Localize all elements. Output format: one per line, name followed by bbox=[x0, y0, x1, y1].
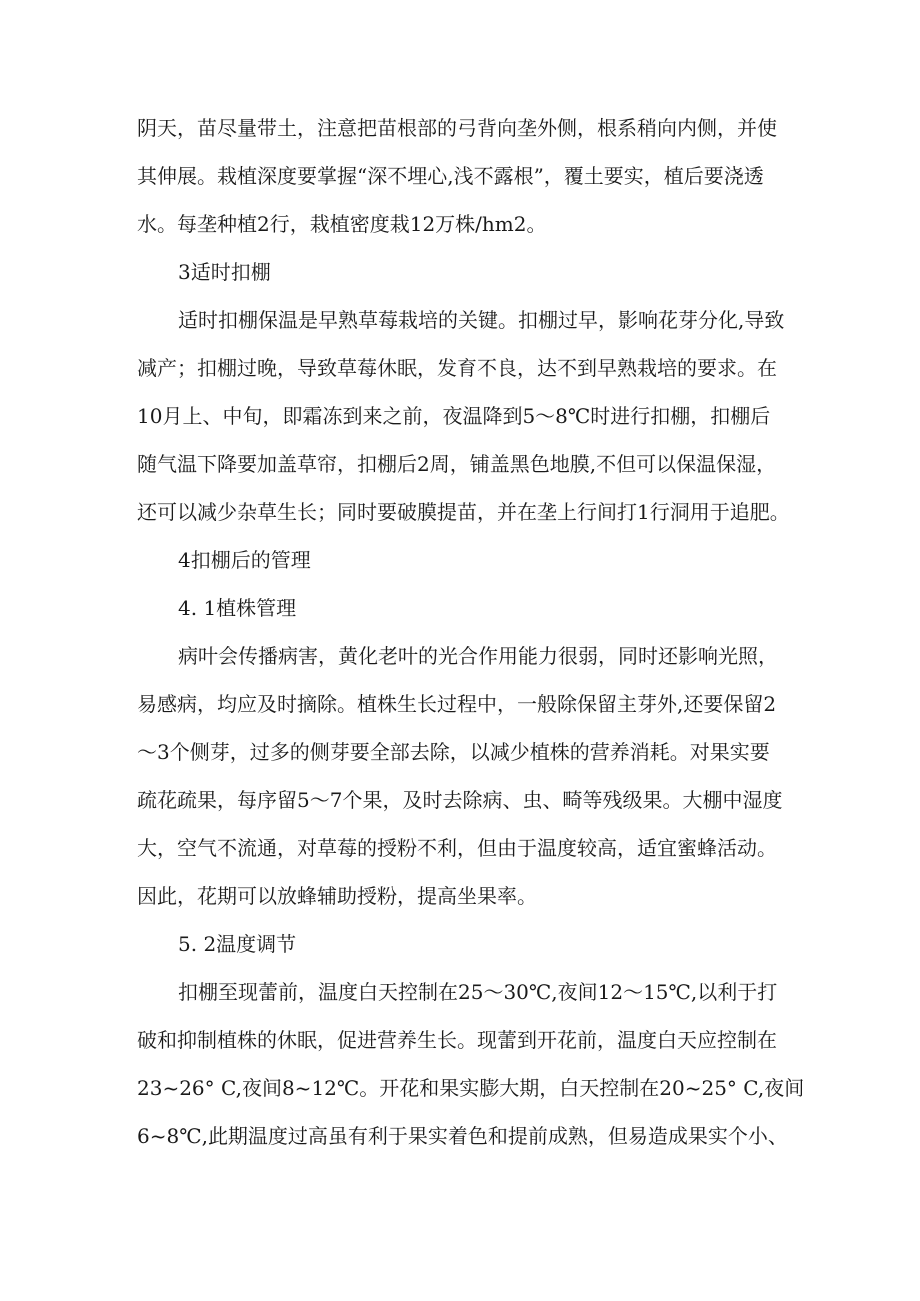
text-line: 病叶会传播病害，黄化老叶的光合作用能力很弱，同时还影响光照， bbox=[178, 644, 778, 668]
text-line: 大，空气不流通，对草莓的授粉不利，但由于温度较高，适宜蜜蜂活动。 bbox=[137, 836, 777, 860]
text-line: 破和抑制植株的休眠，促进营养生长。现蕾到开花前，温度白天应控制在 bbox=[137, 1028, 777, 1052]
text-line: 减产；扣棚过晚，导致草莓休眠，发育不良，达不到早熟栽培的要求。在 bbox=[137, 356, 777, 380]
text-line: ～3个侧芽，过多的侧芽要全部去除，以减少植株的营养消耗。对果实要 bbox=[137, 740, 770, 764]
text-line: 因此，花期可以放蜂辅助授粉，提高坐果率。 bbox=[137, 884, 537, 908]
text-line: 随气温下降要加盖草帘，扣棚后2周，铺盖黑色地膜,不但可以保温保湿， bbox=[137, 452, 777, 476]
text-line: 23~26° C,夜间8~12℃。开花和果实膨大期，白天控制在20~25° C,夜间 bbox=[137, 1076, 805, 1100]
text-line: 易感病，均应及时摘除。植株生长过程中，一般除保留主芽外,还要保留2 bbox=[137, 692, 777, 716]
text-line: 阴天，苗尽量带土，注意把苗根部的弓背向垄外侧，根系稍向内侧，并使 bbox=[137, 116, 777, 140]
subsection-heading: 4. 1植株管理 bbox=[178, 596, 297, 620]
text-line: 还可以减少杂草生长；同时要破膜提苗，并在垄上行间打1行洞用于追肥。 bbox=[137, 500, 790, 524]
subsection-heading: 5. 2温度调节 bbox=[178, 932, 297, 956]
section-heading: 3适时扣棚 bbox=[178, 260, 271, 284]
text-line: 10月上、中旬，即霜冻到来之前，夜温降到5～8℃时进行扣棚，扣棚后 bbox=[137, 404, 771, 428]
text-line: 水。每垄种植2行，栽植密度栽12万株/hm2。 bbox=[137, 212, 547, 236]
section-heading: 4扣棚后的管理 bbox=[178, 548, 311, 572]
text-line: 其伸展。栽植深度要掌握“深不埋心,浅不露根”，覆土要实，植后要浇透 bbox=[137, 164, 764, 188]
text-line: 疏花疏果，每序留5～7个果，及时去除病、虫、畸等残级果。大棚中湿度 bbox=[137, 788, 783, 812]
text-line: 适时扣棚保温是早熟草莓栽培的关键。扣棚过早，影响花芽分化,导致 bbox=[178, 308, 785, 332]
text-line: 6~8℃,此期温度过高虽有利于果实着色和提前成熟，但易造成果实个小、 bbox=[137, 1124, 788, 1148]
text-line: 扣棚至现蕾前，温度白天控制在25～30℃,夜间12～15℃,以利于打 bbox=[178, 980, 778, 1004]
